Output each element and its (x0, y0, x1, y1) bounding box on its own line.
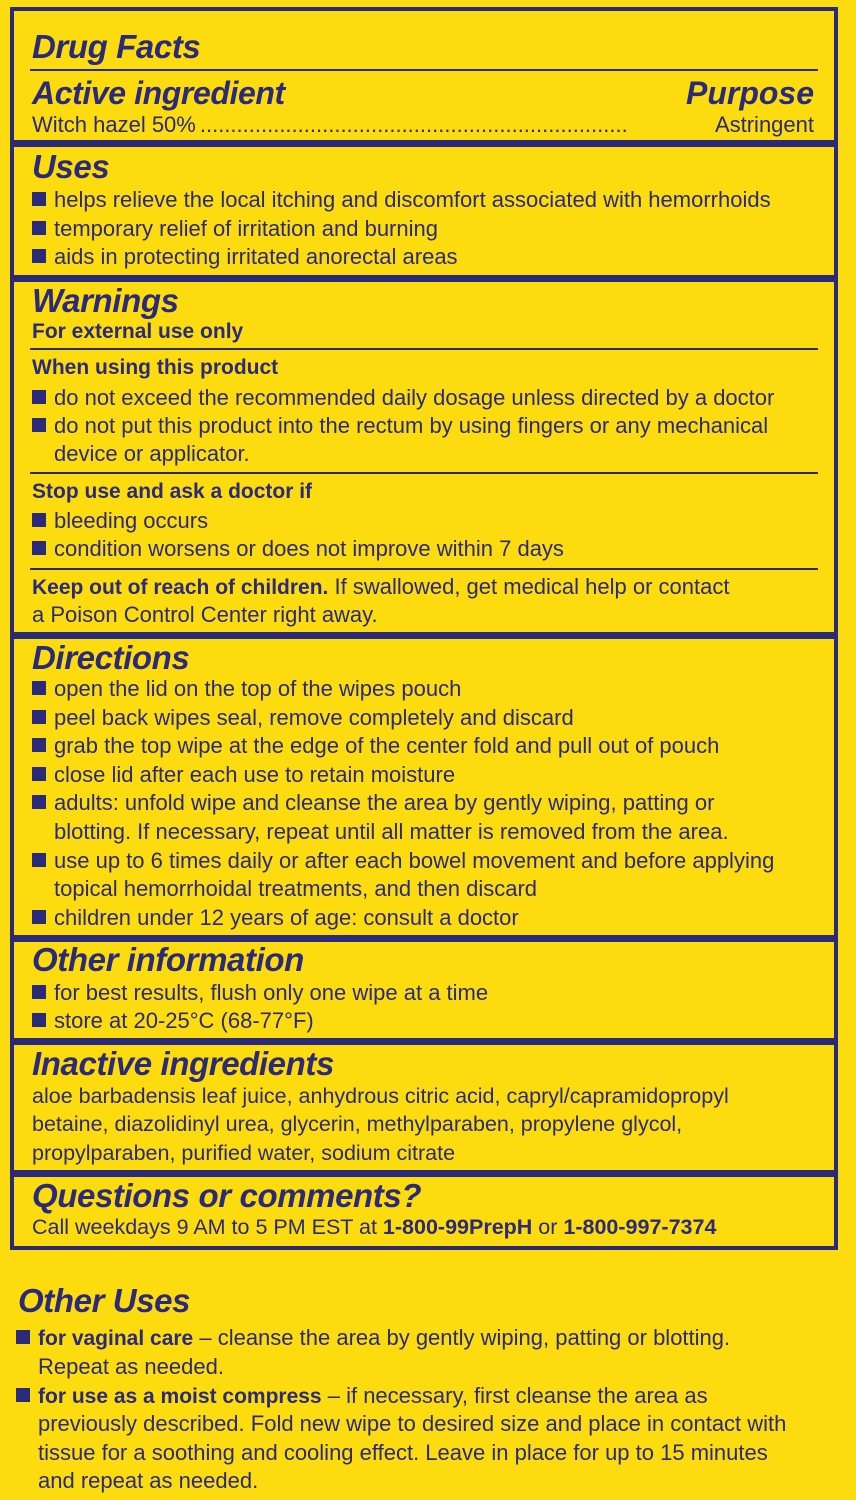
list-item-continued: device or applicator. (54, 441, 250, 466)
list-item: use up to 6 times daily or after each bowel movement and before applying (32, 848, 824, 874)
list-item: temporary relief of irritation and burning (32, 216, 824, 242)
list-item: helps relieve the local itching and discomfort associated with hemorrhoids (32, 187, 824, 213)
list-item: aids in protecting irritated anorectal areas (32, 244, 824, 270)
other-information-heading: Other information (32, 941, 304, 978)
uses-heading: Uses (32, 148, 110, 185)
list-item: condition worsens or does not improve within 7 days (32, 536, 824, 562)
keep-out-of-reach-continued: a Poison Control Center right away. (32, 602, 378, 627)
when-using-heading: When using this product (32, 356, 279, 379)
inactive-line: aloe barbadensis leaf juice, anhydrous citric acid, capryl/capramidopropyl (32, 1084, 729, 1108)
leader-dots: ...................................................................... (199, 112, 628, 137)
ingredient-purpose: Astringent (714, 112, 814, 137)
list-item-continued: previously described. Fold new wipe to desired size and place in contact with (38, 1411, 787, 1436)
keep-out-of-reach: Keep out of reach of children. If swallowed, get medical help or contact (32, 574, 730, 599)
warnings-heading: Warnings (32, 282, 179, 319)
list-item: do not put this product into the rectum by using fingers or any mechanical (32, 413, 824, 439)
inactive-line: betaine, diazolidinyl urea, glycerin, methylparaben, propylene glycol, (32, 1112, 683, 1136)
bullet-icon (16, 1388, 30, 1402)
list-item: for vaginal care – cleanse the area by gently wiping, patting or blotting. (16, 1325, 830, 1352)
other-uses-heading: Other Uses (18, 1282, 191, 1319)
drug-facts-title: Drug Facts (32, 28, 201, 65)
list-item: bleeding occurs (32, 508, 824, 534)
list-item: do not exceed the recommended daily dosage unless directed by a doctor (32, 385, 824, 411)
list-item: open the lid on the top of the wipes pouch (32, 676, 824, 702)
list-item-continued: blotting. If necessary, repeat until all matter is removed from the area. (54, 819, 729, 844)
list-item: adults: unfold wipe and cleanse the area by gently wiping, patting or (32, 790, 824, 816)
bullet-icon (16, 1330, 30, 1344)
list-item: for best results, flush only one wipe at a time (32, 980, 824, 1006)
list-item: peel back wipes seal, remove completely and discard (32, 705, 824, 731)
inactive-line: propylparaben, purified water, sodium citrate (32, 1141, 456, 1165)
phone-number: 1-800-99PrepH (382, 1215, 533, 1239)
list-item-continued: topical hemorrhoidal treatments, and then discard (54, 876, 538, 901)
directions-heading: Directions (32, 639, 190, 676)
contact-line: Call weekdays 9 AM to 5 PM EST at 1-800-99PrepH or 1-800-997-7374 (32, 1215, 717, 1239)
other-uses-section (16, 0, 840, 1500)
purpose-heading: Purpose (685, 75, 814, 111)
ingredient-name: Witch hazel 50% (32, 112, 196, 137)
list-item: children under 12 years of age: consult a doctor (32, 905, 824, 931)
stop-use-heading: Stop use and ask a doctor if (32, 480, 313, 503)
list-item-continued: tissue for a soothing and cooling effect. Leave in place for up to 15 minutes (38, 1440, 768, 1465)
questions-heading: Questions or comments? (32, 1177, 422, 1214)
list-item-continued: Repeat as needed. (38, 1354, 224, 1379)
list-item: store at 20-25°C (68-77°F) (32, 1008, 824, 1034)
list-item: grab the top wipe at the edge of the center fold and pull out of pouch (32, 733, 824, 759)
inactive-ingredients-heading: Inactive ingredients (32, 1045, 334, 1082)
list-item: for use as a moist compress – if necessary, first cleanse the area as (16, 1383, 830, 1410)
list-item-continued: and repeat as needed. (38, 1468, 259, 1493)
list-item: close lid after each use to retain moisture (32, 762, 824, 788)
phone-number: 1-800-997-7374 (563, 1215, 717, 1239)
active-ingredient-heading: Active ingredient (32, 75, 285, 111)
external-use-label: For external use only (32, 320, 244, 343)
